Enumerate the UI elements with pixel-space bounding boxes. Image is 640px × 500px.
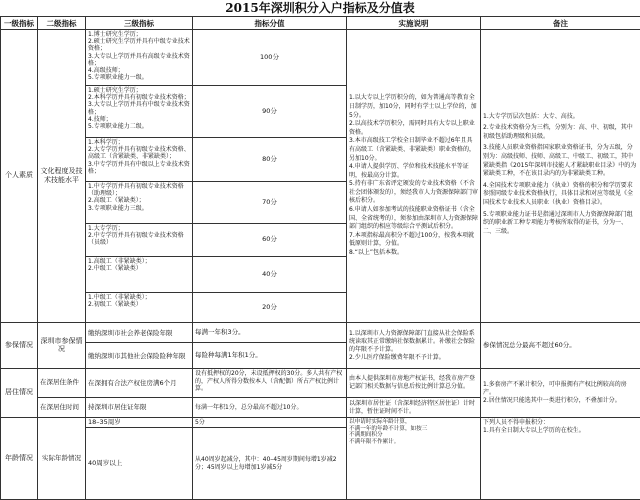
criteria-item: 2.硕士研究生学历并具有中级专业技术资格； [88, 38, 190, 53]
criteria-cell [85, 223, 193, 257]
criteria-item: 2.大专学历并具有初级专业技术资格、高级工（含紧缺类、非紧缺类）； [88, 146, 190, 161]
criteria-item: 1.硕士研究生学历； [88, 87, 142, 94]
header-cell: 三级指标 [85, 16, 193, 30]
score-cell: 100分 [192, 29, 347, 86]
age-row-score: 从40周岁起减分，其中：40–45周岁期间每增1岁减2分；45周岁以上每增加1岁减5分 [192, 427, 347, 500]
page-title: 2015年深圳积分入户指标及分值表 [225, 1, 415, 15]
criteria-item: 5.专项职业能力一级。 [88, 74, 148, 82]
level1-personal: 个人素质 [0, 29, 38, 323]
criteria-item: 2.本科学历并具有初级专业技术资格； [88, 94, 190, 102]
criteria-item: 2.初级工（紧缺类） [88, 301, 142, 309]
property-score: 设有抵押权的20分，未设抵押权的30分。多人共有产权的，产权人所得分数按本人（含配偶）所占产权比例计算。 [192, 368, 347, 398]
header-cell: 二级指标 [37, 16, 86, 30]
criteria-item: 3.大专以上学历并具有中级专业技术资格； [88, 101, 190, 116]
criteria-item: 2.中级工（紧缺类） [88, 265, 142, 273]
criteria-cell [85, 181, 193, 224]
insurance-item-label: 缴纳深圳市社会养老保险年限 [85, 322, 193, 343]
criteria-item: 3.中专学历并具有中级以上专业技术资格； [88, 160, 190, 175]
criteria-item: 4.技师； [88, 115, 112, 123]
criteria-item: 2.高级工（紧缺类）； [88, 197, 145, 205]
residence-time-score: 每满一年积1分，总分最高不超过10分。 [192, 397, 347, 418]
criteria-item: 2.中专学历并具有初级专业技术资格（员级） [88, 232, 184, 247]
criteria-item: 1.中专学历并具有初级专业技术资格（助理级）； [88, 183, 184, 198]
level1-insurance: 参保情况 [0, 322, 38, 369]
criteria-cell [85, 29, 193, 86]
criteria-item: 1.博士研究生学历； [88, 31, 142, 38]
criteria-item: 1.高级工（非紧缺类）； [88, 258, 151, 265]
level2-residence-time: 在深居住时间 [37, 397, 86, 418]
score-cell: 60分 [192, 223, 347, 257]
note-line: 8.“以上”包括本数。 [349, 249, 403, 257]
level1-residence: 居住情况 [0, 368, 38, 418]
note-line: 5.持有非广东省评定颁发的专业技术资格（不含社会团体颁发的），须经我市人力资源保障部门审核后积分。 [349, 180, 479, 205]
remark-line: 2.专业技术资格分为三档，分别为：高、中、初级，其中初级包括助理级和员级。 [483, 124, 633, 140]
note-line: 1.以大专以上学历积分的，如为普通高等教育全日制学历，加10分，同时有学士以上学位的，加5分。 [349, 94, 477, 119]
level2-age: 实际年龄情况 [37, 417, 86, 500]
criteria-cell [85, 137, 193, 182]
criteria-item: 1.大专学历； [88, 225, 124, 232]
criteria-cell [85, 256, 193, 293]
score-cell: 90分 [192, 85, 347, 138]
edu-notes-cell [346, 29, 481, 323]
note-line: 3.本市高级技工学校全日制毕业不超过6年且具有高级工（含紧缺类、非紧缺类）职业资格的，另加10分。 [349, 137, 476, 162]
score-cell: 20分 [192, 292, 347, 323]
level2-education: 文化程度及技术技能水平 [37, 29, 86, 323]
criteria-item: 1.中级工（非紧缺类）； [88, 294, 151, 301]
criteria-cell [85, 292, 193, 323]
age-row-label: 18–35周岁 [85, 417, 193, 428]
age-row-score: 5分 [192, 417, 347, 428]
header-cell: 一级指标 [0, 16, 38, 30]
criteria-item: 4.高级技师； [88, 67, 124, 75]
remark-line: 3.技能人员职业资格指国家职业资格证书，分为五级，分别为：高级技师、技师、高级工、中级工、初级工，其中紧缺类指《2015年深圳市技能人才紧缺职业目录》中的为紧缺类工种，不在该目录内的为非紧缺类工种。 [483, 144, 637, 178]
level2-insurance: 深圳市参保情况 [37, 322, 86, 369]
insurance-item-score: 每满一年积3分。 [192, 322, 347, 343]
criteria-item: 3.大专以上学历并具有高级专业技术资格； [88, 52, 190, 67]
criteria-item: 1.本科学历； [88, 139, 124, 146]
insurance-remark: 参保情况总分最高不超过60分。 [480, 322, 640, 369]
header-cell: 备注 [480, 16, 640, 30]
note-line: 4.申请人提供学历、学位和技术技能水平等证明，按最高分计算。 [349, 163, 469, 179]
age-row-label: 40周岁以上 [85, 427, 193, 500]
residence-remark: 1.多套房产不累计积分，可申报拥有产权比例较高的房产。 2.居住情况只能选其中一类进行积分，不叠加计分。 [480, 368, 640, 418]
property-note: 由本人提供深圳市房地产权证书，经我市房产登记部门相关数据与信息后按比例计算总分值。 [346, 368, 481, 398]
header-cell: 指标分值 [192, 16, 347, 30]
insurance-item-label: 缴纳深圳市其他社会保险险种年限 [85, 342, 193, 369]
note-line: 2.以高技术学历积分，需同时具有大专以上职业资格。 [349, 120, 475, 136]
score-cell: 40分 [192, 256, 347, 293]
note-line: 6.申请人如参加考试的技能职业资格证书（含全国、全省统考的），须参加由深圳市人力资源保障部门组织的相应等级综合平测试后积分。 [349, 206, 479, 231]
insurance-note: 1.以深圳市人力资源保障部门直接从社会保险系统读取其正常缴纳社保数据累计。补缴社会保险的年限不予计算。 2.少儿医疗保险缴费年限不予计算。 [346, 322, 481, 369]
header-cell: 实施说明 [346, 16, 481, 30]
criteria-item: 5.专项职业能力二级。 [88, 123, 148, 131]
note-line: 7.本项指标最高积分不超过100分，按我本项就低原则计算，分值。 [349, 231, 475, 248]
remark-line: 5.专项职业能力证书是指通过深圳市人力资源保障部门组织的职业新工种专项能力考核所取得的证书，分为一、二、三级。 [483, 210, 633, 235]
level2-property: 在深居住条件 [37, 368, 86, 398]
insurance-item-score: 每险种每满1年积1分。 [192, 342, 347, 369]
remark-line: 1.大专学历层次包括：大专、高技。 [483, 112, 579, 120]
residence-time-label: 持深圳市居住证年限 [85, 397, 193, 418]
property-label: 在深拥有合法产权住房满6个月 [85, 368, 193, 398]
criteria-cell [85, 85, 193, 138]
score-cell: 70分 [192, 181, 347, 224]
score-cell: 80分 [192, 137, 347, 182]
remark-line: 4.全国技术专项职业能力（执业）资格的积分和学历要求参照同级专业技术资格执行，具体目录和对应等级见《全国技术专业技术人员职业（执业）资格目录》。 [483, 181, 634, 206]
age-remark: 下列人员不得申报积分： 1.具有全日制大专以上学历的在校生。 [480, 417, 640, 500]
residence-time-note: 以深圳市居住证（含深圳经济特区居住证）计时计算，暂住证时间不计。 [346, 397, 481, 418]
criteria-item: 3.专项职业能力三级。 [88, 204, 148, 212]
age-note: 以申请时实际年龄计算， 不满一年的年龄不计算，如按三 不满期间积分 不满年限不作累计。 [346, 417, 481, 500]
edu-remarks-cell [480, 29, 640, 323]
level1-age: 年龄情况 [0, 417, 38, 500]
